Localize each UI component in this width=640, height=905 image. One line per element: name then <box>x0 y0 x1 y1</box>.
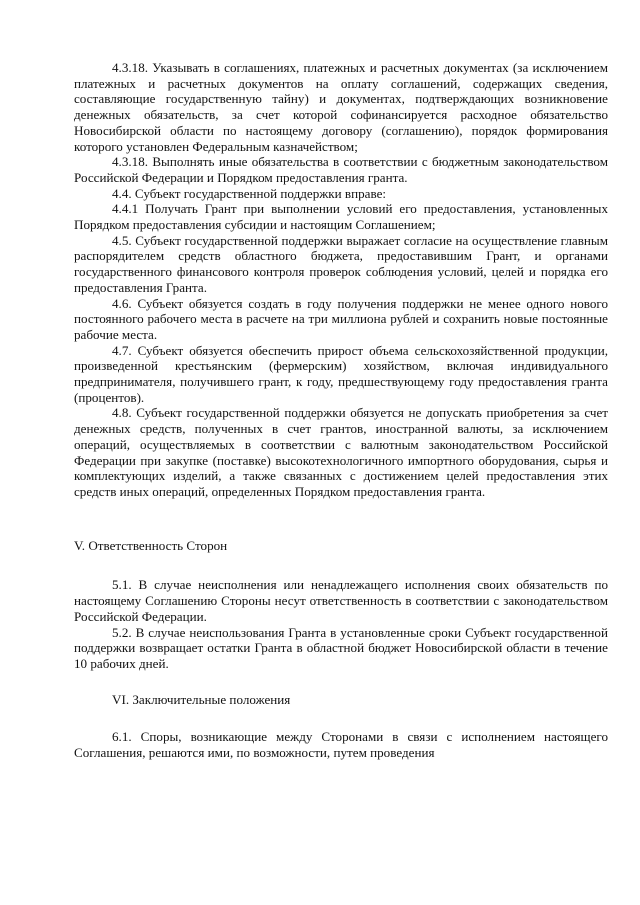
section-6-heading: VI. Заключительные положения <box>112 691 291 707</box>
paragraph-4-8: 4.8. Субъект государственной поддержки обязуется не допускать приобретения за счет денежных средств, полученных в счет грантов, иностранной валюты, за исключением операций, осуществляемых в соответствии с валютным законодательством Российской Федерации при закупке (поставке) высокотехнологичного импортного оборудования, сырья и комплектующих изделий, а также связанных с достижением целей предоставления этих средств иных операций, определенных Порядком предоставления гранта. <box>74 405 608 499</box>
paragraph-6-1: 6.1. Споры, возникающие между Сторонами в связи с исполнением настоящего Соглашения, решаются ими, по возможности, путем проведения <box>74 729 608 761</box>
paragraph-4-4-1: 4.4.1 Получать Грант при выполнении условий его предоставления, установленных Порядком предоставления субсидии и настоящим Соглашением; <box>74 201 608 233</box>
paragraph-4-4: 4.4. Субъект государственной поддержки вправе: <box>112 185 387 201</box>
paragraph-4-3-18-a: 4.3.18. Указывать в соглашениях, платежных и расчетных документах (за исключением платежных и расчетных документов на оплату соглашений, содержащих сведения, составляющие государственную тайну) и документах, подтверждающих возникновение денежных обязательств, за счет которой софинансируется расходное обязательство Новосибирской области по настоящему договору (соглашению), порядок формирования которого установлен Федеральным казначейством; <box>74 60 608 154</box>
paragraph-5-1: 5.1. В случае неисполнения или ненадлежащего исполнения своих обязательств по настоящему Соглашению Стороны несут ответственность в соответствии с законодательством Российской Федерации. <box>74 577 608 624</box>
paragraph-5-2: 5.2. В случае неиспользования Гранта в установленные сроки Субъект государственной поддержки возвращает остатки Гранта в областной бюджет Новосибирской области в течение 10 рабочих дней. <box>74 624 608 671</box>
paragraph-4-7: 4.7. Субъект обязуется обеспечить прирост объема сельскохозяйственной продукции, произведенной крестьянским (фермерским) хозяйством, включая индивидуального предпринимателя, получившего грант, к году, предшествующему году предоставления гранта (процентов). <box>74 342 608 405</box>
paragraph-4-3-18-b: 4.3.18. Выполнять иные обязательства в соответствии с бюджетным законодательством Российской Федерации и Порядком предоставления гранта. <box>74 154 608 185</box>
section-5-heading: V. Ответственность Сторон <box>74 537 228 553</box>
paragraph-4-5: 4.5. Субъект государственной поддержки выражает согласие на осуществление главным распорядителем средств областного бюджета, предоставившим Грант, и органами государственного финансового контроля проверок соблюдения условий, целей и порядка его предоставления Гранта. <box>74 232 608 295</box>
document-page <box>74 60 608 761</box>
paragraph-4-6: 4.6. Субъект обязуется создать в году получения поддержки не менее одного нового постоянного рабочего места в расчете на три миллиона рублей и сохранить новые постоянные рабочие места. <box>74 295 608 342</box>
